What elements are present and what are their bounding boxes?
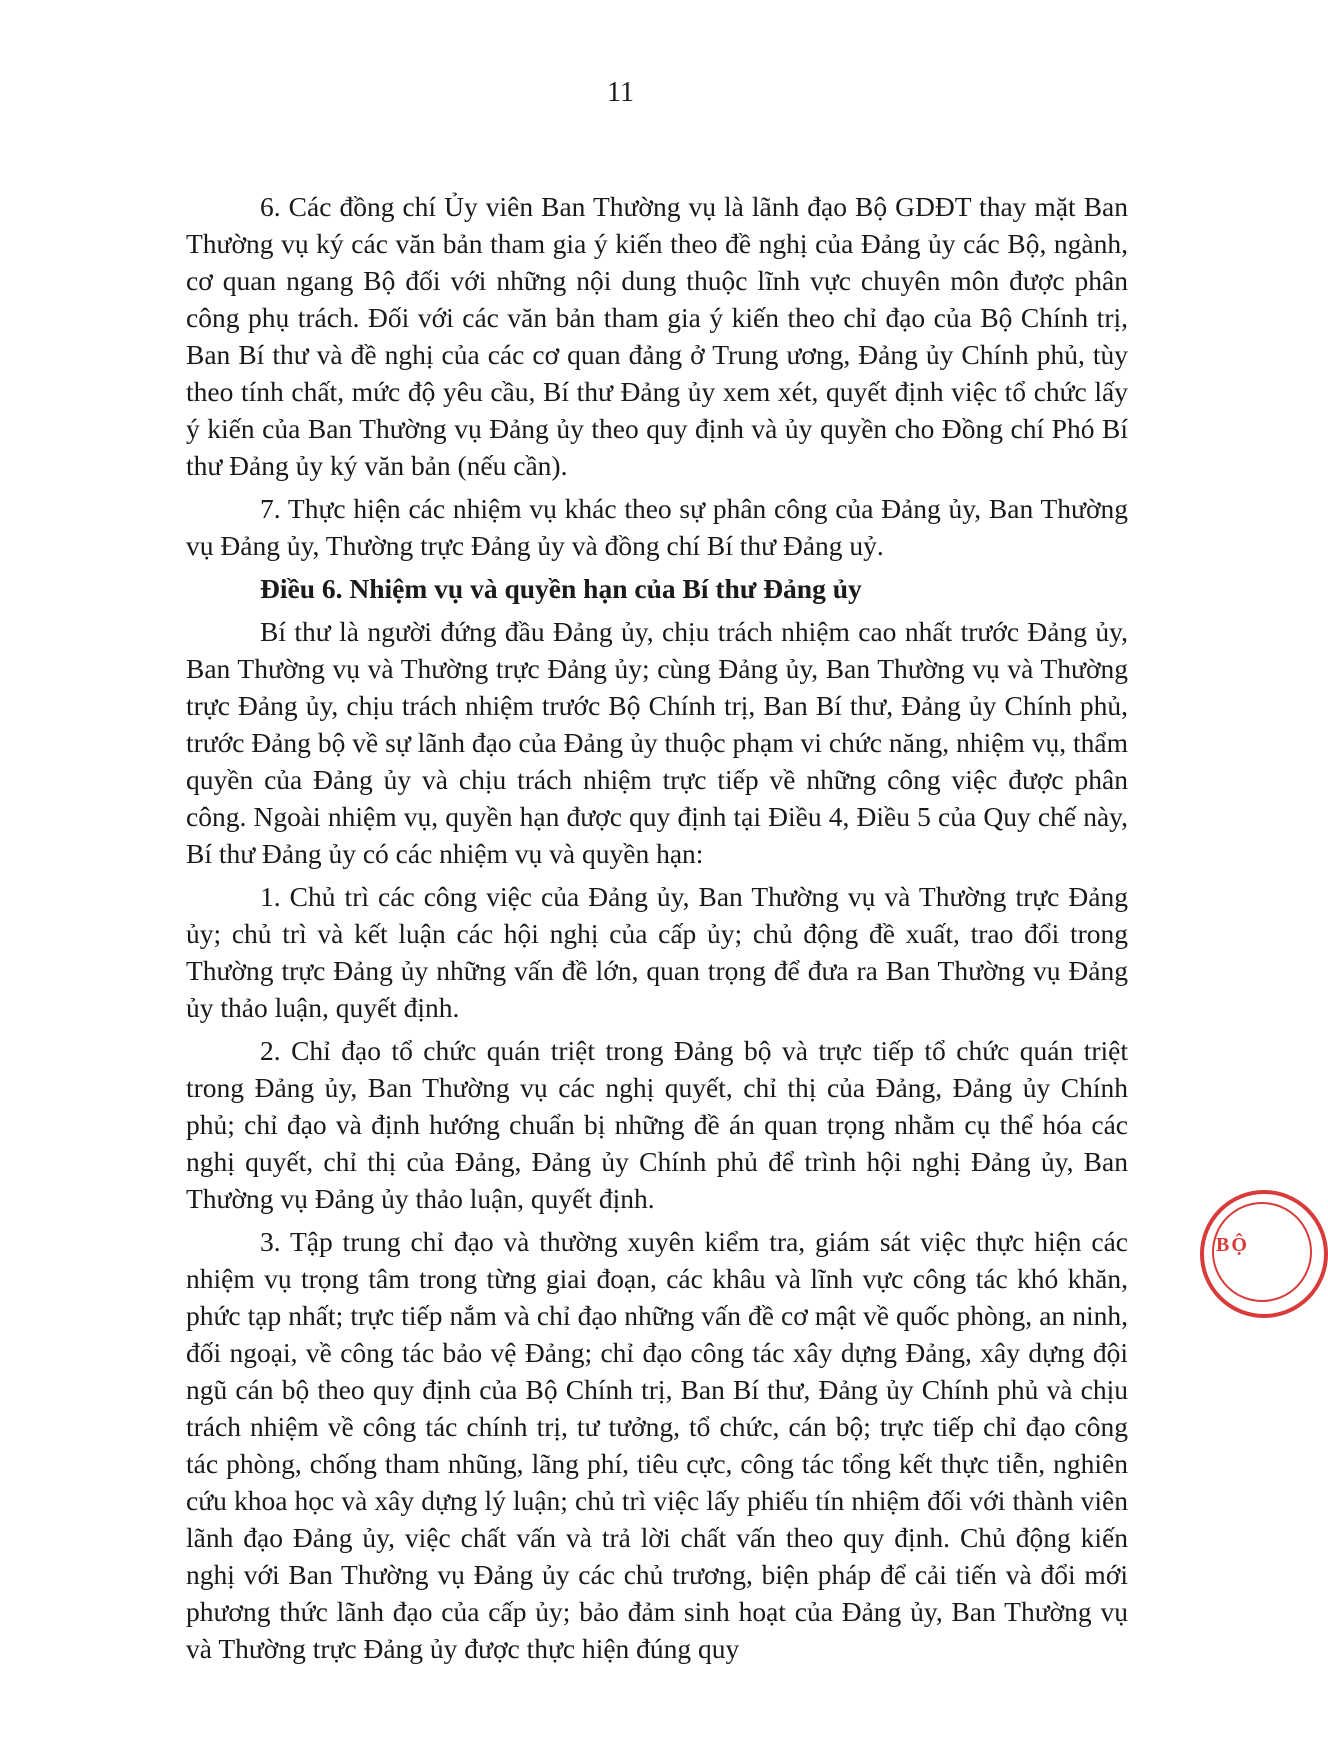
paragraph-item-7: 7. Thực hiện các nhiệm vụ khác theo sự phân công của Đảng ủy, Ban Thường vụ Đảng ủy, Thường trực Đảng ủy và đồng chí Bí thư Đảng uỷ. — [186, 493, 1128, 561]
page-number: 11 — [607, 77, 634, 108]
article-6-item-2: 2. Chỉ đạo tổ chức quán triệt trong Đảng bộ và trực tiếp tổ chức quán triệt trong Đảng ủy, Ban Thường vụ các nghị quyết, chỉ thị của Đảng, Đảng ủy Chính phủ; chỉ đạo và định hướng chuẩn bị những đề án quan trọng nhằm cụ thể hóa các nghị quyết, chỉ thị của Đảng, Đảng ủy Chính phủ để trình hội nghị Đảng ủy, Ban Thường vụ Đảng ủy thảo luận, quyết định. — [186, 1035, 1128, 1214]
article-6-item-1: 1. Chủ trì các công việc của Đảng ủy, Ban Thường vụ và Thường trực Đảng ủy; chủ trì và kết luận các hội nghị của cấp ủy; chủ động đề xuất, trao đổi trong Thường trực Đảng ủy những vấn đề lớn, quan trọng để đưa ra Ban Thường vụ Đảng ủy thảo luận, quyết định. — [186, 881, 1128, 1023]
paragraph-item-6: 6. Các đồng chí Ủy viên Ban Thường vụ là lãnh đạo Bộ GDĐT thay mặt Ban Thường vụ ký các văn bản tham gia ý kiến theo đề nghị của Đảng ủy các Bộ, ngành, cơ quan ngang Bộ đối với những nội dung thuộc lĩnh vực chuyên môn được phân công phụ trách. Đối với các văn bản tham gia ý kiến theo chỉ đạo của Bộ Chính trị, Ban Bí thư và đề nghị của các cơ quan đảng ở Trung ương, Đảng ủy Chính phủ, tùy theo tính chất, mức độ yêu cầu, Bí thư Đảng ủy xem xét, quyết định việc tổ chức lấy ý kiến của Ban Thường vụ Đảng ủy theo quy định và ủy quyền cho Đồng chí Phó Bí thư Đảng ủy ký văn bản (nếu cần). — [186, 191, 1128, 481]
document-body — [186, 188, 1128, 1673]
seal-text: BỘ — [1216, 1234, 1249, 1256]
article-6-item-3: 3. Tập trung chỉ đạo và thường xuyên kiểm tra, giám sát việc thực hiện các nhiệm vụ trọng tâm trong từng giai đoạn, các khâu và lĩnh vực công tác khó khăn, phức tạp nhất; trực tiếp nắm và chỉ đạo những vấn đề cơ mật về quốc phòng, an ninh, đối ngoại, về công tác bảo vệ Đảng; chỉ đạo công tác xây dựng Đảng, xây dựng đội ngũ cán bộ theo quy định của Bộ Chính trị, Ban Bí thư, Đảng ủy Chính phủ và chịu trách nhiệm về công tác chính trị, tư tưởng, tổ chức, cán bộ; trực tiếp chỉ đạo công tác phòng, chống tham nhũng, lãng phí, tiêu cực, công tác tổng kết thực tiễn, nghiên cứu khoa học và xây dựng lý luận; chủ trì việc lấy phiếu tín nhiệm đối với thành viên lãnh đạo Đảng ủy, việc chất vấn và trả lời chất vấn theo quy định. Chủ động kiến nghị với Ban Thường vụ Đảng ủy các chủ trương, biện pháp để cải tiến và đổi mới phương thức lãnh đạo của cấp ủy; bảo đảm sinh hoạt của Đảng ủy, Ban Thường vụ và Thường trực Đảng ủy được thực hiện đúng quy — [186, 1226, 1128, 1664]
article-6-heading: Điều 6. Nhiệm vụ và quyền hạn của Bí thư Đảng ủy — [260, 573, 862, 604]
red-seal-stamp — [1200, 1190, 1328, 1318]
article-6-intro: Bí thư là người đứng đầu Đảng ủy, chịu trách nhiệm cao nhất trước Đảng ủy, Ban Thường vụ và Thường trực Đảng ủy; cùng Đảng ủy, Ban Thường vụ và Thường trực Đảng ủy, chịu trách nhiệm trước Bộ Chính trị, Ban Bí thư, Đảng ủy Chính phủ, trước Đảng bộ về sự lãnh đạo của Đảng ủy thuộc phạm vi chức năng, nhiệm vụ, thẩm quyền của Đảng ủy và chịu trách nhiệm trực tiếp về những công việc được phân công. Ngoài nhiệm vụ, quyền hạn được quy định tại Điều 4, Điều 5 của Quy chế này, Bí thư Đảng ủy có các nhiệm vụ và quyền hạn: — [186, 616, 1128, 869]
